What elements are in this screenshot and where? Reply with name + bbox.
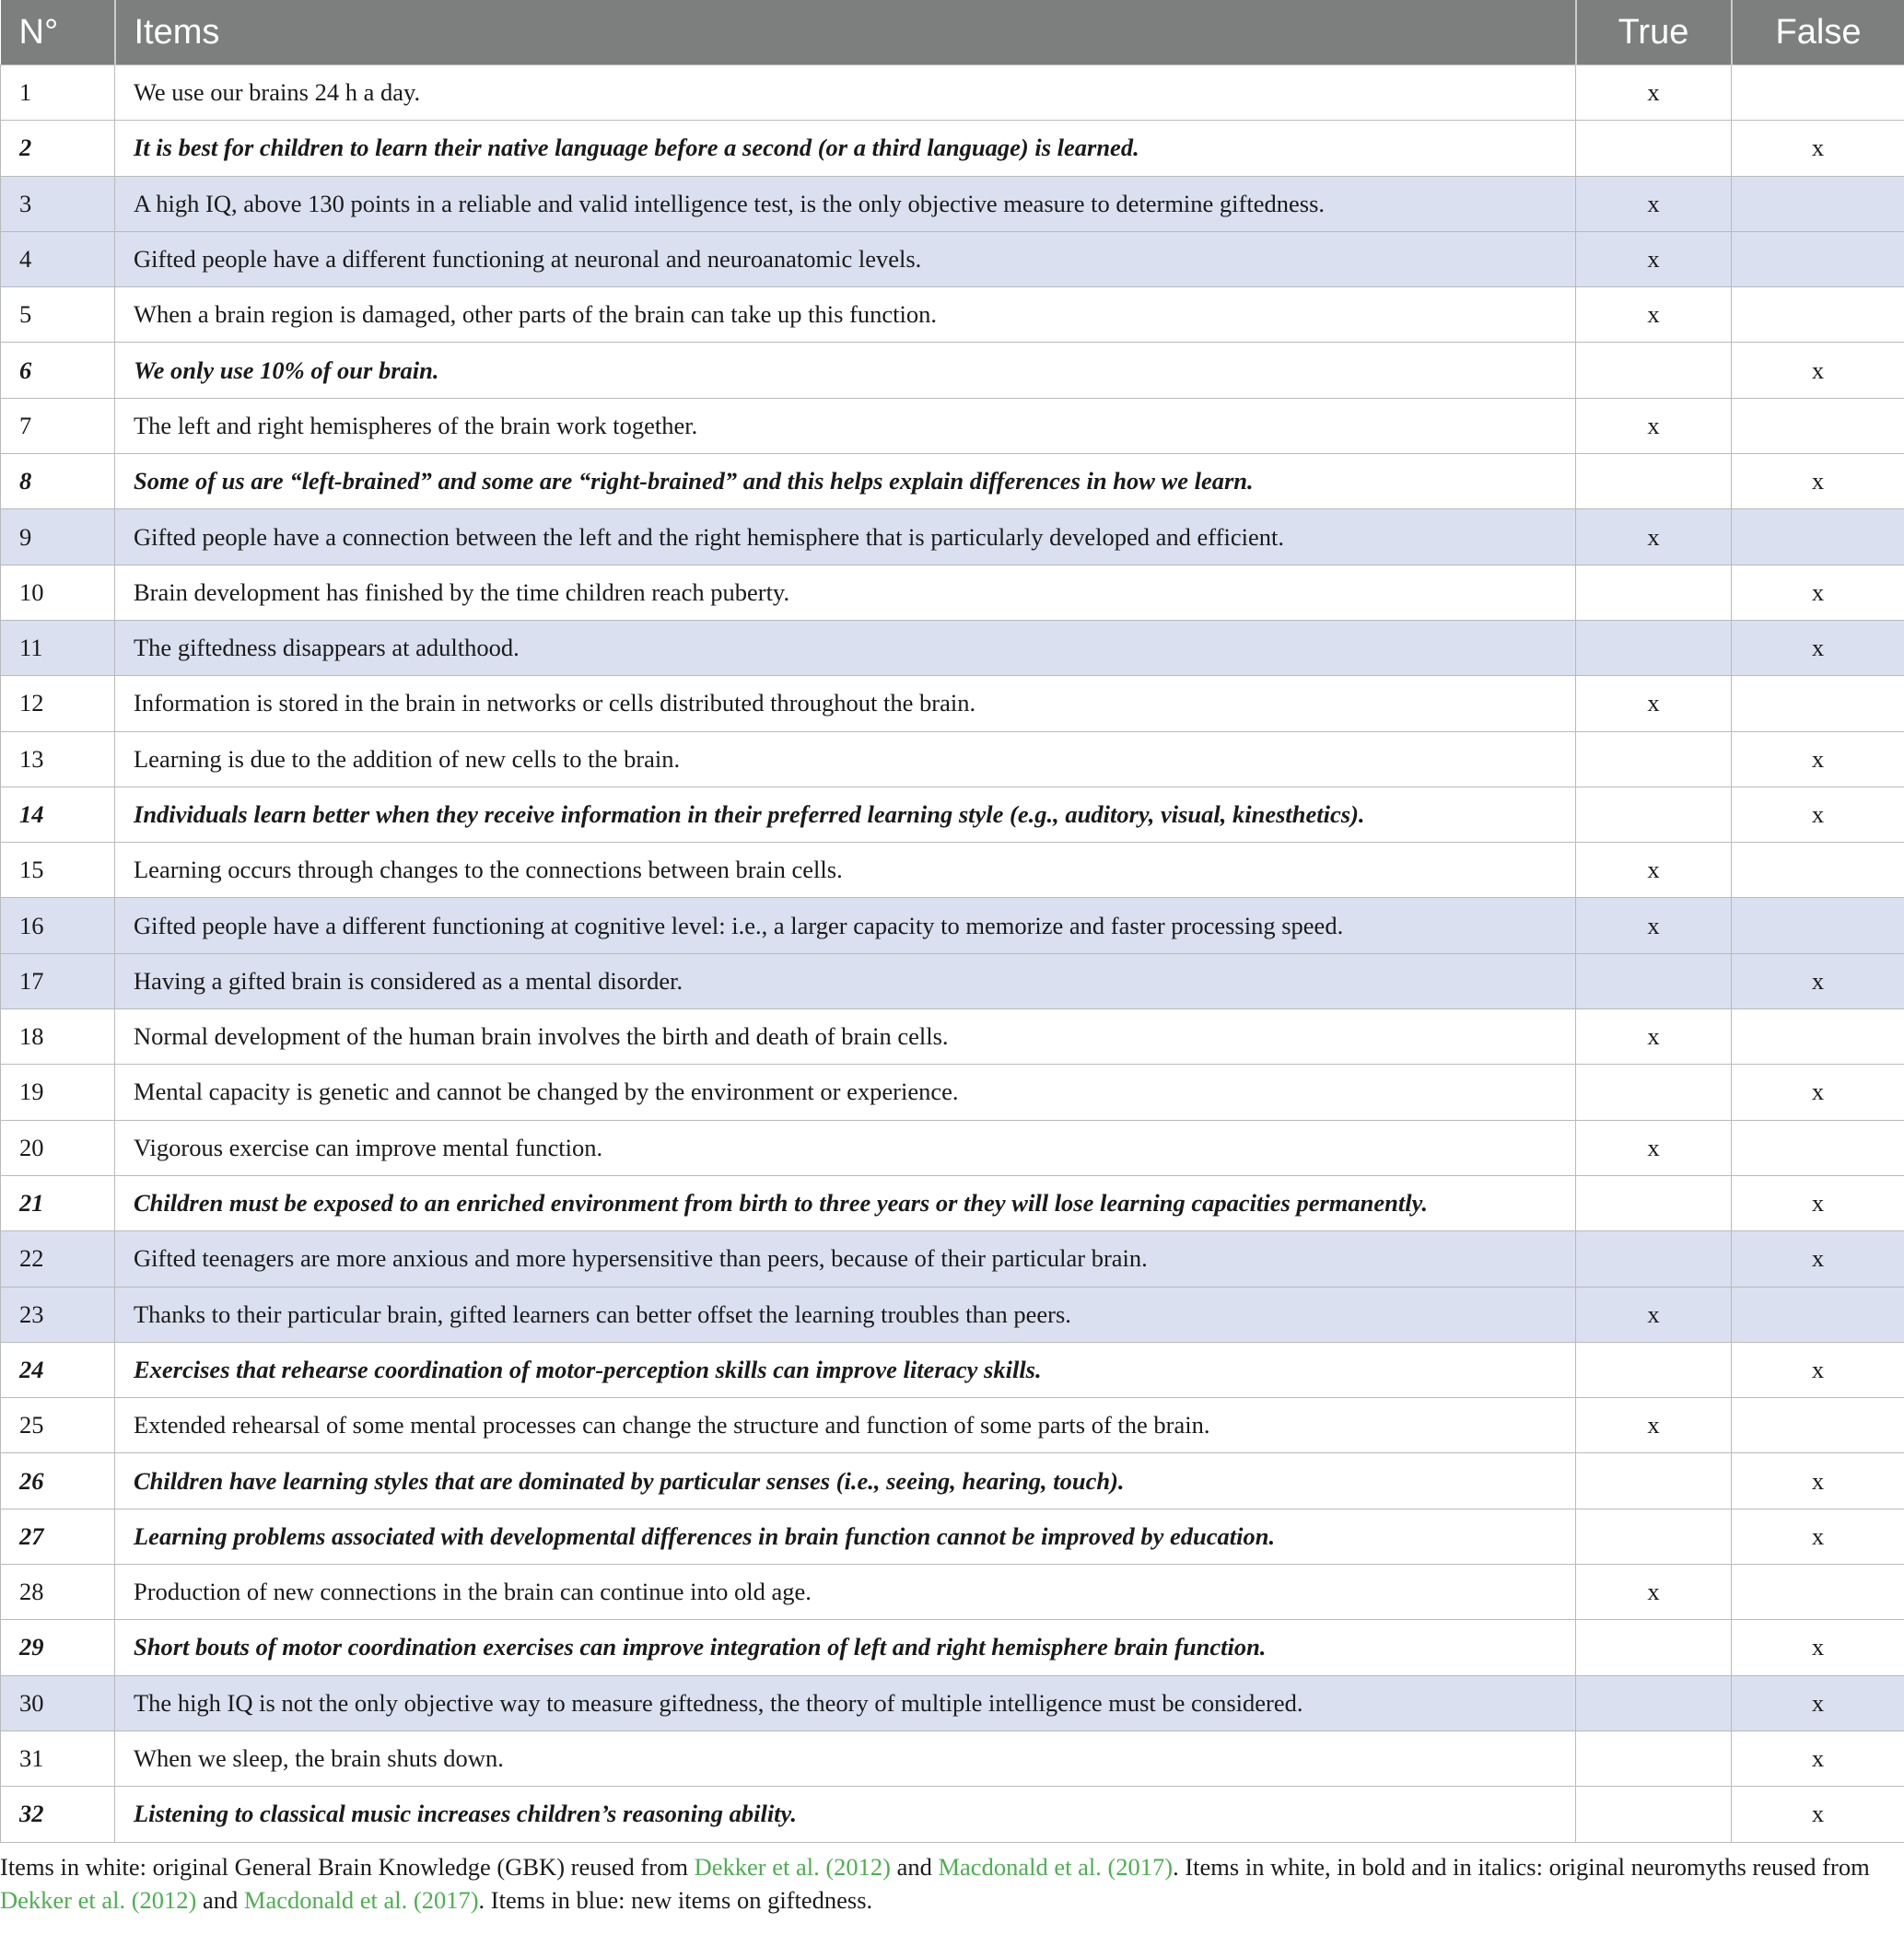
table-row [1, 898, 1904, 953]
row-item-text: We only use 10% of our brain. [115, 343, 1576, 398]
table-row [1, 509, 1904, 565]
row-number: 21 [1, 1175, 115, 1230]
row-true-mark [1576, 1731, 1732, 1786]
table-row [1, 1175, 1904, 1230]
table-row [1, 843, 1904, 898]
table-row [1, 1342, 1904, 1397]
row-true-mark: x [1576, 287, 1732, 343]
row-true-mark [1576, 1509, 1732, 1564]
table-row [1, 121, 1904, 176]
row-true-mark: x [1576, 1009, 1732, 1065]
row-false-mark: x [1732, 1231, 1904, 1287]
row-number: 13 [1, 731, 115, 787]
row-number: 30 [1, 1675, 115, 1731]
row-false-mark: x [1732, 1175, 1904, 1230]
row-item-text: A high IQ, above 130 points in a reliable and valid intelligence test, is the only objective measure to determine giftedness. [115, 176, 1576, 231]
table-row [1, 953, 1904, 1008]
row-item-text: The giftedness disappears at adulthood. [115, 620, 1576, 675]
table-row [1, 565, 1904, 620]
row-number: 7 [1, 398, 115, 453]
row-true-mark: x [1576, 1287, 1732, 1342]
row-number: 4 [1, 231, 115, 286]
row-item-text: Learning occurs through changes to the connections between brain cells. [115, 843, 1576, 898]
table-row [1, 1287, 1904, 1342]
table-header [1, 0, 1904, 65]
row-item-text: Learning problems associated with developmental differences in brain function cannot be improved by education. [115, 1509, 1576, 1564]
table-row [1, 1398, 1904, 1453]
row-false-mark [1732, 843, 1904, 898]
table-row [1, 1009, 1904, 1065]
row-number: 23 [1, 1287, 115, 1342]
row-number: 12 [1, 676, 115, 731]
row-true-mark: x [1576, 1565, 1732, 1620]
row-false-mark [1732, 231, 1904, 286]
table-row [1, 1231, 1904, 1287]
table-footnote [0, 1843, 1904, 1917]
table-row [1, 176, 1904, 231]
row-true-mark: x [1576, 509, 1732, 565]
table-body [1, 65, 1904, 1843]
row-item-text: Some of us are “left-brained” and some are “right-brained” and this helps explain differences in how we learn. [115, 454, 1576, 509]
row-true-mark [1576, 454, 1732, 509]
row-false-mark: x [1732, 787, 1904, 842]
row-item-text: Gifted people have a connection between the left and the right hemisphere that is particularly developed and efficient. [115, 509, 1576, 565]
row-number: 9 [1, 509, 115, 565]
row-false-mark: x [1732, 1620, 1904, 1675]
row-item-text: Exercises that rehearse coordination of motor-perception skills can improve literacy skills. [115, 1342, 1576, 1397]
row-false-mark: x [1732, 1342, 1904, 1397]
row-item-text: When a brain region is damaged, other parts of the brain can take up this function. [115, 287, 1576, 343]
reference-link[interactable]: Macdonald et al. (2017) [938, 1852, 1174, 1881]
row-true-mark [1576, 1175, 1732, 1230]
row-item-text: Learning is due to the addition of new cells to the brain. [115, 731, 1576, 787]
row-false-mark: x [1732, 1675, 1904, 1731]
row-true-mark [1576, 620, 1732, 675]
row-false-mark [1732, 287, 1904, 343]
table-row [1, 676, 1904, 731]
row-false-mark [1732, 398, 1904, 453]
row-item-text: Listening to classical music increases children’s reasoning ability. [115, 1787, 1576, 1842]
row-number: 5 [1, 287, 115, 343]
row-true-mark [1576, 565, 1732, 620]
row-true-mark: x [1576, 176, 1732, 231]
row-true-mark: x [1576, 898, 1732, 953]
row-true-mark [1576, 121, 1732, 176]
table-row [1, 1565, 1904, 1620]
row-false-mark: x [1732, 565, 1904, 620]
row-false-mark: x [1732, 1509, 1904, 1564]
row-number: 14 [1, 787, 115, 842]
row-false-mark [1732, 1287, 1904, 1342]
row-false-mark: x [1732, 454, 1904, 509]
row-true-mark: x [1576, 676, 1732, 731]
row-number: 18 [1, 1009, 115, 1065]
row-false-mark: x [1732, 1731, 1904, 1786]
footnote-text: . Items in blue: new items on giftedness. [478, 1885, 873, 1914]
row-number: 31 [1, 1731, 115, 1786]
row-number: 17 [1, 953, 115, 1008]
row-false-mark [1732, 898, 1904, 953]
row-item-text: Brain development has finished by the time children reach puberty. [115, 565, 1576, 620]
table-row [1, 398, 1904, 453]
table-row [1, 1453, 1904, 1509]
row-number: 8 [1, 454, 115, 509]
row-item-text: The left and right hemispheres of the brain work together. [115, 398, 1576, 453]
table-row [1, 1120, 1904, 1175]
row-item-text: Individuals learn better when they receive information in their preferred learning style (e.g., auditory, visual, kinesthetics). [115, 787, 1576, 842]
row-true-mark [1576, 1065, 1732, 1120]
row-false-mark: x [1732, 620, 1904, 675]
table-row [1, 620, 1904, 675]
row-false-mark: x [1732, 1453, 1904, 1509]
row-false-mark [1732, 509, 1904, 565]
row-true-mark: x [1576, 843, 1732, 898]
reference-link[interactable]: Dekker et al. (2012) [0, 1885, 197, 1914]
row-item-text: Information is stored in the brain in networks or cells distributed throughout the brain. [115, 676, 1576, 731]
row-false-mark: x [1732, 121, 1904, 176]
table-row [1, 65, 1904, 121]
table-row [1, 731, 1904, 787]
row-false-mark: x [1732, 343, 1904, 398]
row-number: 29 [1, 1620, 115, 1675]
footnote-text: and [196, 1885, 244, 1914]
row-true-mark [1576, 731, 1732, 787]
row-true-mark [1576, 953, 1732, 1008]
row-item-text: Short bouts of motor coordination exercises can improve integration of left and right hemisphere brain function. [115, 1620, 1576, 1675]
row-number: 10 [1, 565, 115, 620]
row-item-text: Gifted teenagers are more anxious and more hypersensitive than peers, because of their particular brain. [115, 1231, 1576, 1287]
row-true-mark: x [1576, 398, 1732, 453]
row-true-mark [1576, 1620, 1732, 1675]
row-true-mark [1576, 1787, 1732, 1842]
row-number: 28 [1, 1565, 115, 1620]
row-false-mark [1732, 176, 1904, 231]
header-number: N° [1, 0, 115, 65]
reference-link[interactable]: Macdonald et al. (2017) [243, 1885, 479, 1914]
row-item-text: Children must be exposed to an enriched environment from birth to three years or they will lose learning capacities permanently. [115, 1175, 1576, 1230]
row-false-mark: x [1732, 953, 1904, 1008]
row-number: 19 [1, 1065, 115, 1120]
row-item-text: When we sleep, the brain shuts down. [115, 1731, 1576, 1786]
footnote-text: . Items in white, in bold and in italics: original neuromyths reused from [1173, 1852, 1870, 1881]
table-row [1, 1675, 1904, 1731]
row-true-mark [1576, 1231, 1732, 1287]
table-row [1, 1787, 1904, 1842]
row-true-mark [1576, 1675, 1732, 1731]
table-row [1, 454, 1904, 509]
row-number: 6 [1, 343, 115, 398]
row-item-text: We use our brains 24 h a day. [115, 65, 1576, 121]
table-row [1, 343, 1904, 398]
row-item-text: Thanks to their particular brain, gifted learners can better offset the learning troubles than peers. [115, 1287, 1576, 1342]
table-row [1, 1620, 1904, 1675]
row-item-text: Normal development of the human brain involves the birth and death of brain cells. [115, 1009, 1576, 1065]
row-false-mark [1732, 65, 1904, 121]
row-item-text: Children have learning styles that are dominated by particular senses (i.e., seeing, hearing, touch). [115, 1453, 1576, 1509]
row-true-mark: x [1576, 231, 1732, 286]
row-false-mark [1732, 676, 1904, 731]
row-true-mark [1576, 1342, 1732, 1397]
row-false-mark: x [1732, 1787, 1904, 1842]
row-item-text: Mental capacity is genetic and cannot be changed by the environment or experience. [115, 1065, 1576, 1120]
row-item-text: Having a gifted brain is considered as a mental disorder. [115, 953, 1576, 1008]
row-number: 26 [1, 1453, 115, 1509]
row-false-mark [1732, 1009, 1904, 1065]
table-row [1, 287, 1904, 343]
row-number: 2 [1, 121, 115, 176]
row-true-mark: x [1576, 1120, 1732, 1175]
row-true-mark [1576, 343, 1732, 398]
table-row [1, 231, 1904, 286]
row-item-text: Production of new connections in the brain can continue into old age. [115, 1565, 1576, 1620]
table-row [1, 1065, 1904, 1120]
row-number: 27 [1, 1509, 115, 1564]
footnote-text: Items in white: original General Brain Knowledge (GBK) reused from [0, 1852, 695, 1881]
table-row [1, 1509, 1904, 1564]
row-number: 24 [1, 1342, 115, 1397]
row-number: 11 [1, 620, 115, 675]
row-number: 3 [1, 176, 115, 231]
row-false-mark [1732, 1120, 1904, 1175]
row-true-mark [1576, 787, 1732, 842]
row-item-text: It is best for children to learn their native language before a second (or a third language) is learned. [115, 121, 1576, 176]
row-number: 1 [1, 65, 115, 121]
row-false-mark [1732, 1565, 1904, 1620]
row-true-mark: x [1576, 1398, 1732, 1453]
row-item-text: Gifted people have a different functioning at neuronal and neuroanatomic levels. [115, 231, 1576, 286]
row-number: 16 [1, 898, 115, 953]
footnote-text: and [890, 1852, 939, 1881]
table-row [1, 787, 1904, 842]
row-true-mark: x [1576, 65, 1732, 121]
row-number: 25 [1, 1398, 115, 1453]
row-item-text: The high IQ is not the only objective way to measure giftedness, the theory of multiple intelligence must be considered. [115, 1675, 1576, 1731]
table-row [1, 1731, 1904, 1786]
header-false: False [1732, 0, 1904, 65]
row-number: 32 [1, 1787, 115, 1842]
row-true-mark [1576, 1453, 1732, 1509]
row-false-mark: x [1732, 1065, 1904, 1120]
row-number: 20 [1, 1120, 115, 1175]
row-item-text: Vigorous exercise can improve mental function. [115, 1120, 1576, 1175]
row-number: 22 [1, 1231, 115, 1287]
header-row [1, 0, 1904, 65]
row-number: 15 [1, 843, 115, 898]
row-item-text: Gifted people have a different functioning at cognitive level: i.e., a larger capacity to memorize and faster processing speed. [115, 898, 1576, 953]
row-item-text: Extended rehearsal of some mental processes can change the structure and function of some parts of the brain. [115, 1398, 1576, 1453]
row-false-mark: x [1732, 731, 1904, 787]
row-false-mark [1732, 1398, 1904, 1453]
reference-link[interactable]: Dekker et al. (2012) [694, 1852, 891, 1881]
header-true: True [1576, 0, 1732, 65]
header-items: Items [115, 0, 1576, 65]
